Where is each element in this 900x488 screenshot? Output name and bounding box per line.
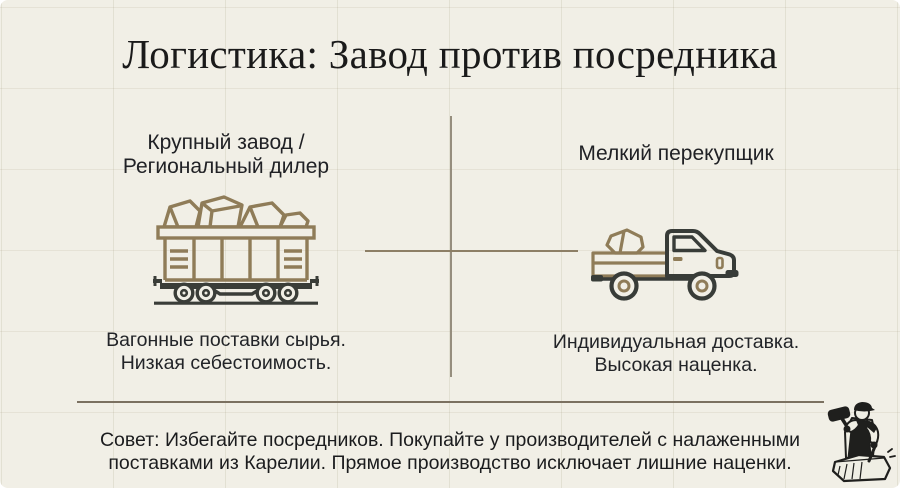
- center-horizontal-divider: [365, 250, 578, 252]
- page-title: Логистика: Завод против посредника: [122, 31, 778, 77]
- factory-column-heading: [0, 131, 452, 178]
- factory-heading-line1: Крупный завод /: [147, 131, 305, 154]
- factory-description-line2: Низкая себестоимость.: [120, 351, 332, 374]
- factory-description-line1: Вагонные поставки сырья.: [106, 329, 346, 351]
- reseller-heading-line1: Мелкий перекупщик: [578, 142, 774, 165]
- advice-text-line2: поставками из Карелии. Прямое производство исключает лишние наценки.: [108, 451, 792, 474]
- reseller-description-line1: Индивидуальная доставка.: [552, 331, 800, 353]
- pickup-truck-icon: [591, 224, 741, 302]
- reseller-description-line2: Высокая наценка.: [594, 353, 758, 376]
- factory-heading-line2: Региональный дилер: [122, 154, 330, 178]
- reseller-column-heading: [452, 142, 900, 166]
- freight-wagon-icon: [152, 193, 320, 305]
- footer-divider: [77, 401, 824, 403]
- advice-text: [0, 429, 900, 474]
- reseller-description: [452, 331, 900, 376]
- advice-text-line1: Совет: Избегайте посредников. Покупайте у производителей с налаженными: [99, 429, 801, 451]
- factory-description: [0, 329, 452, 374]
- stonemason-icon: [826, 400, 898, 487]
